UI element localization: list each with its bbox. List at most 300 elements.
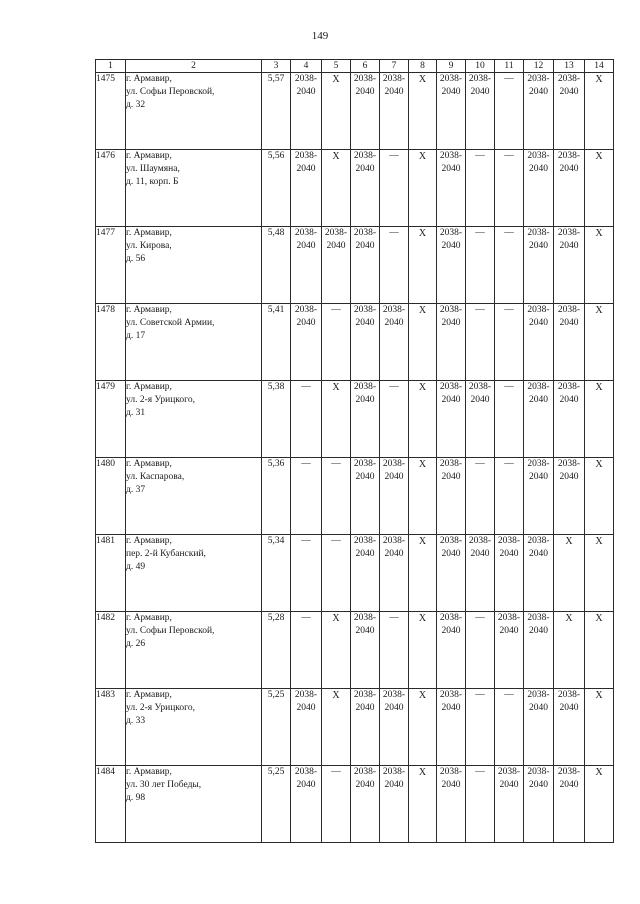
period-text: 2040: [296, 703, 316, 713]
period-text: 2040: [499, 626, 519, 636]
period-text: 2040: [529, 549, 548, 559]
period-text: 2040: [470, 549, 490, 559]
period-cell: [380, 73, 409, 150]
period-text: 2040: [441, 164, 461, 174]
period-cell: [380, 689, 409, 766]
period-text: 2038-: [497, 613, 521, 623]
row-number: 1479: [96, 381, 126, 458]
address-line: г. Армавир,: [126, 305, 172, 315]
address-cell: [126, 458, 262, 535]
period-text: 2040: [355, 626, 375, 636]
period-cell: [524, 150, 554, 227]
period-cell: [466, 689, 495, 766]
period-text: 2040: [441, 626, 461, 636]
table-row: [96, 458, 614, 535]
period-text: 2040: [559, 703, 579, 713]
not-applicable-mark: X: [595, 536, 603, 547]
address-line: д. 56: [126, 254, 146, 264]
period-text: 2040: [441, 87, 461, 97]
period-cell: [466, 535, 495, 612]
period-text: 2040: [355, 780, 375, 790]
period-cell: [495, 458, 524, 535]
period-text: 2038-: [353, 767, 377, 777]
table-row: [96, 612, 614, 689]
period-text: 2040: [529, 395, 548, 405]
period-text: 2040: [441, 780, 461, 790]
period-cell: [409, 766, 437, 843]
period-text: 2040: [326, 241, 346, 251]
period-text: 2038-: [557, 767, 581, 777]
period-cell: [322, 766, 351, 843]
period-text: 2038-: [439, 459, 463, 469]
column-header: 1: [96, 60, 126, 73]
register-body: [96, 73, 614, 843]
period-text: 2038-: [527, 613, 550, 623]
empty-dash: —: [504, 74, 514, 84]
period-cell: [322, 227, 351, 304]
period-cell: [524, 304, 554, 381]
period-cell: [585, 612, 614, 689]
not-applicable-mark: X: [595, 382, 603, 393]
period-text: 2040: [529, 318, 548, 328]
housing-register-table: [95, 59, 614, 843]
period-text: 2040: [559, 241, 579, 251]
period-text: 2038-: [294, 228, 318, 238]
empty-dash: —: [301, 459, 311, 469]
period-text: 2040: [529, 87, 548, 97]
period-cell: [351, 689, 380, 766]
period-cell: [322, 689, 351, 766]
address-line: г. Армавир,: [126, 690, 172, 700]
value-cell: 5,56: [262, 150, 291, 227]
address-line: д. 31: [126, 408, 146, 418]
period-cell: [322, 73, 351, 150]
period-text: 2038-: [294, 151, 318, 161]
column-header: 9: [437, 60, 466, 73]
period-text: 2038-: [353, 459, 377, 469]
period-text: 2038-: [439, 151, 463, 161]
value-cell: 5,41: [262, 304, 291, 381]
period-cell: [554, 381, 585, 458]
not-applicable-mark: X: [418, 151, 427, 162]
period-text: 2040: [355, 241, 375, 251]
empty-dash: —: [475, 690, 485, 700]
not-applicable-mark: X: [418, 690, 427, 701]
row-number: 1476: [96, 150, 126, 227]
period-text: 2038-: [439, 690, 463, 700]
period-text: 2040: [441, 549, 461, 559]
period-text: 2040: [355, 164, 375, 174]
period-text: 2040: [355, 395, 375, 405]
address-cell: [126, 535, 262, 612]
address-line: ул. Советской Армии,: [126, 318, 215, 328]
period-cell: [409, 535, 437, 612]
period-text: 2040: [296, 164, 316, 174]
period-text: 2040: [384, 318, 404, 328]
not-applicable-mark: X: [332, 690, 340, 701]
value-cell: 5,25: [262, 766, 291, 843]
not-applicable-mark: X: [595, 767, 603, 778]
period-text: 2040: [384, 472, 404, 482]
period-text: 2040: [529, 780, 548, 790]
period-text: 2038-: [294, 74, 318, 84]
period-text: 2040: [499, 549, 519, 559]
address-line: д. 32: [126, 100, 146, 110]
period-cell: [495, 535, 524, 612]
empty-dash: —: [475, 767, 485, 777]
period-cell: [409, 73, 437, 150]
period-cell: [554, 304, 585, 381]
period-cell: [380, 535, 409, 612]
period-cell: [351, 766, 380, 843]
address-line: г. Армавир,: [126, 536, 172, 546]
empty-dash: —: [475, 228, 485, 238]
empty-dash: —: [331, 459, 341, 469]
period-cell: [495, 304, 524, 381]
period-cell: [437, 535, 466, 612]
period-cell: [466, 612, 495, 689]
period-text: 2038-: [353, 305, 377, 315]
column-header: 7: [380, 60, 409, 73]
period-cell: [322, 304, 351, 381]
column-number-row: [96, 60, 614, 73]
not-applicable-mark: X: [418, 459, 427, 470]
address-cell: [126, 766, 262, 843]
period-text: 2040: [384, 780, 404, 790]
period-text: 2040: [355, 549, 375, 559]
address-line: ул. Софьи Перовской,: [126, 626, 215, 636]
period-text: 2040: [296, 241, 316, 251]
period-cell: [495, 612, 524, 689]
period-text: 2038-: [557, 74, 581, 84]
period-cell: [466, 458, 495, 535]
address-cell: [126, 73, 262, 150]
period-cell: [322, 612, 351, 689]
not-applicable-mark: X: [595, 228, 603, 239]
not-applicable-mark: X: [418, 536, 427, 547]
row-number: 1484: [96, 766, 126, 843]
period-cell: [437, 381, 466, 458]
address-cell: [126, 304, 262, 381]
period-cell: [380, 150, 409, 227]
period-text: 2038-: [439, 305, 463, 315]
period-text: 2038-: [382, 767, 406, 777]
period-text: 2038-: [439, 536, 463, 546]
row-number: 1482: [96, 612, 126, 689]
table-row: [96, 73, 614, 150]
empty-dash: —: [504, 228, 514, 238]
period-cell: [351, 381, 380, 458]
row-number: 1481: [96, 535, 126, 612]
period-cell: [291, 535, 322, 612]
period-cell: [351, 227, 380, 304]
period-cell: [466, 150, 495, 227]
address-line: д. 26: [126, 639, 146, 649]
not-applicable-mark: X: [595, 151, 603, 162]
address-line: г. Армавир,: [126, 151, 172, 161]
period-text: 2040: [355, 87, 375, 97]
period-text: 2038-: [527, 151, 550, 161]
empty-dash: —: [389, 151, 399, 161]
column-header: 4: [291, 60, 322, 73]
not-applicable-mark: X: [565, 613, 573, 624]
address-line: д. 11, корп. Б: [126, 177, 179, 187]
period-cell: [409, 304, 437, 381]
page-number: 149: [311, 30, 329, 42]
period-cell: [409, 612, 437, 689]
address-line: г. Армавир,: [126, 228, 172, 238]
period-text: 2040: [499, 780, 519, 790]
period-text: 2038-: [324, 228, 348, 238]
address-line: ул. 30 лет Победы,: [126, 780, 202, 790]
period-cell: [437, 73, 466, 150]
table-row: [96, 766, 614, 843]
period-cell: [437, 689, 466, 766]
period-text: 2038-: [382, 536, 406, 546]
not-applicable-mark: X: [418, 382, 427, 393]
value-cell: 5,36: [262, 458, 291, 535]
period-text: 2038-: [527, 690, 550, 700]
period-text: 2038-: [294, 767, 318, 777]
period-text: 2040: [559, 318, 579, 328]
table-row: [96, 150, 614, 227]
period-cell: [351, 304, 380, 381]
period-text: 2040: [355, 703, 375, 713]
period-text: 2038-: [527, 536, 550, 546]
address-line: д. 17: [126, 331, 146, 341]
address-line: ул. Шаумяна,: [126, 164, 180, 174]
not-applicable-mark: X: [418, 767, 427, 778]
period-cell: [524, 458, 554, 535]
period-text: 2040: [355, 318, 375, 328]
table-row: [96, 689, 614, 766]
period-cell: [380, 458, 409, 535]
period-text: 2040: [470, 87, 490, 97]
period-cell: [585, 304, 614, 381]
period-cell: [351, 150, 380, 227]
column-header: 11: [495, 60, 524, 73]
empty-dash: —: [504, 690, 514, 700]
address-line: пер. 2-й Кубанский,: [126, 549, 206, 559]
column-header: 2: [126, 60, 262, 73]
address-line: г. Армавир,: [126, 74, 172, 84]
period-cell: [524, 381, 554, 458]
period-text: 2038-: [557, 305, 581, 315]
empty-dash: —: [331, 536, 341, 546]
period-cell: [585, 381, 614, 458]
column-header: 12: [524, 60, 554, 73]
period-cell: [585, 689, 614, 766]
period-text: 2038-: [353, 228, 377, 238]
period-text: 2040: [559, 87, 579, 97]
empty-dash: —: [301, 536, 311, 546]
period-text: 2038-: [382, 690, 406, 700]
period-text: 2040: [355, 472, 375, 482]
period-text: 2040: [529, 626, 548, 636]
period-cell: [322, 150, 351, 227]
period-text: 2038-: [439, 382, 463, 392]
row-number: 1480: [96, 458, 126, 535]
period-cell: [291, 458, 322, 535]
period-cell: [495, 227, 524, 304]
empty-dash: —: [301, 382, 311, 392]
period-cell: [437, 766, 466, 843]
address-line: д. 98: [126, 793, 146, 803]
not-applicable-mark: X: [418, 613, 427, 624]
period-cell: [437, 612, 466, 689]
period-cell: [322, 535, 351, 612]
period-cell: [466, 766, 495, 843]
period-text: 2040: [441, 241, 461, 251]
value-cell: 5,25: [262, 689, 291, 766]
address-line: ул. Софьи Перовской,: [126, 87, 215, 97]
not-applicable-mark: X: [565, 536, 573, 547]
empty-dash: —: [331, 305, 341, 315]
period-cell: [380, 304, 409, 381]
not-applicable-mark: X: [595, 690, 603, 701]
empty-dash: —: [475, 613, 485, 623]
period-text: 2038-: [353, 74, 377, 84]
table-row: [96, 381, 614, 458]
address-line: ул. Кирова,: [126, 241, 172, 251]
period-text: 2038-: [353, 690, 377, 700]
period-text: 2040: [559, 472, 579, 482]
period-text: 2038-: [468, 74, 492, 84]
row-number: 1478: [96, 304, 126, 381]
period-cell: [554, 535, 585, 612]
period-text: 2038-: [527, 305, 550, 315]
period-cell: [554, 689, 585, 766]
period-text: 2038-: [557, 459, 581, 469]
period-text: 2040: [529, 472, 548, 482]
period-cell: [585, 227, 614, 304]
period-text: 2038-: [527, 382, 550, 392]
row-number: 1483: [96, 689, 126, 766]
period-text: 2038-: [353, 536, 377, 546]
period-text: 2038-: [497, 536, 521, 546]
period-text: 2038-: [468, 536, 492, 546]
period-cell: [495, 689, 524, 766]
period-text: 2038-: [527, 459, 550, 469]
not-applicable-mark: X: [595, 74, 603, 85]
address-cell: [126, 612, 262, 689]
column-header: 6: [351, 60, 380, 73]
period-text: 2038-: [527, 767, 550, 777]
period-cell: [524, 612, 554, 689]
row-number: 1475: [96, 73, 126, 150]
period-cell: [466, 304, 495, 381]
period-cell: [554, 73, 585, 150]
period-text: 2038-: [382, 459, 406, 469]
period-text: 2040: [296, 318, 316, 328]
address-line: д. 49: [126, 562, 146, 572]
address-line: г. Армавир,: [126, 613, 172, 623]
address-line: г. Армавир,: [126, 382, 172, 392]
period-cell: [322, 458, 351, 535]
empty-dash: —: [504, 382, 514, 392]
column-header: 3: [262, 60, 291, 73]
period-cell: [585, 535, 614, 612]
period-text: 2038-: [294, 690, 318, 700]
period-text: 2040: [296, 87, 316, 97]
period-cell: [380, 766, 409, 843]
not-applicable-mark: X: [595, 459, 603, 470]
period-cell: [495, 766, 524, 843]
column-header: 8: [409, 60, 437, 73]
not-applicable-mark: X: [595, 613, 603, 624]
empty-dash: —: [389, 228, 399, 238]
period-text: 2038-: [527, 228, 550, 238]
empty-dash: —: [504, 305, 514, 315]
period-text: 2038-: [557, 228, 581, 238]
row-number: 1477: [96, 227, 126, 304]
period-cell: [409, 150, 437, 227]
address-cell: [126, 227, 262, 304]
not-applicable-mark: X: [418, 74, 427, 85]
empty-dash: —: [331, 767, 341, 777]
address-line: ул. 2-я Урицкого,: [126, 703, 195, 713]
period-text: 2040: [384, 703, 404, 713]
period-cell: [495, 381, 524, 458]
period-cell: [380, 381, 409, 458]
address-line: ул. 2-я Урицкого,: [126, 395, 195, 405]
empty-dash: —: [301, 613, 311, 623]
not-applicable-mark: X: [332, 151, 340, 162]
column-header: 5: [322, 60, 351, 73]
period-cell: [291, 304, 322, 381]
period-cell: [554, 766, 585, 843]
not-applicable-mark: X: [332, 74, 340, 85]
period-text: 2040: [529, 241, 548, 251]
period-text: 2038-: [557, 382, 581, 392]
empty-dash: —: [504, 459, 514, 469]
address-cell: [126, 150, 262, 227]
column-header: 10: [466, 60, 495, 73]
period-text: 2038-: [439, 613, 463, 623]
period-cell: [351, 458, 380, 535]
period-cell: [524, 689, 554, 766]
period-cell: [291, 689, 322, 766]
period-cell: [291, 766, 322, 843]
address-line: г. Армавир,: [126, 459, 172, 469]
period-cell: [585, 766, 614, 843]
period-cell: [351, 535, 380, 612]
period-cell: [291, 612, 322, 689]
period-text: 2040: [441, 472, 461, 482]
period-text: 2038-: [468, 382, 492, 392]
period-text: 2040: [559, 395, 579, 405]
period-text: 2038-: [382, 305, 406, 315]
period-cell: [322, 381, 351, 458]
period-text: 2038-: [439, 767, 463, 777]
period-cell: [466, 381, 495, 458]
empty-dash: —: [475, 305, 485, 315]
period-text: 2038-: [439, 74, 463, 84]
period-cell: [554, 150, 585, 227]
period-cell: [524, 766, 554, 843]
period-text: 2038-: [557, 690, 581, 700]
period-text: 2040: [296, 780, 316, 790]
period-cell: [351, 612, 380, 689]
empty-dash: —: [389, 382, 399, 392]
period-text: 2038-: [353, 151, 377, 161]
empty-dash: —: [475, 459, 485, 469]
column-header: 14: [585, 60, 614, 73]
empty-dash: —: [504, 151, 514, 161]
empty-dash: —: [389, 613, 399, 623]
period-cell: [437, 150, 466, 227]
table-row: [96, 304, 614, 381]
